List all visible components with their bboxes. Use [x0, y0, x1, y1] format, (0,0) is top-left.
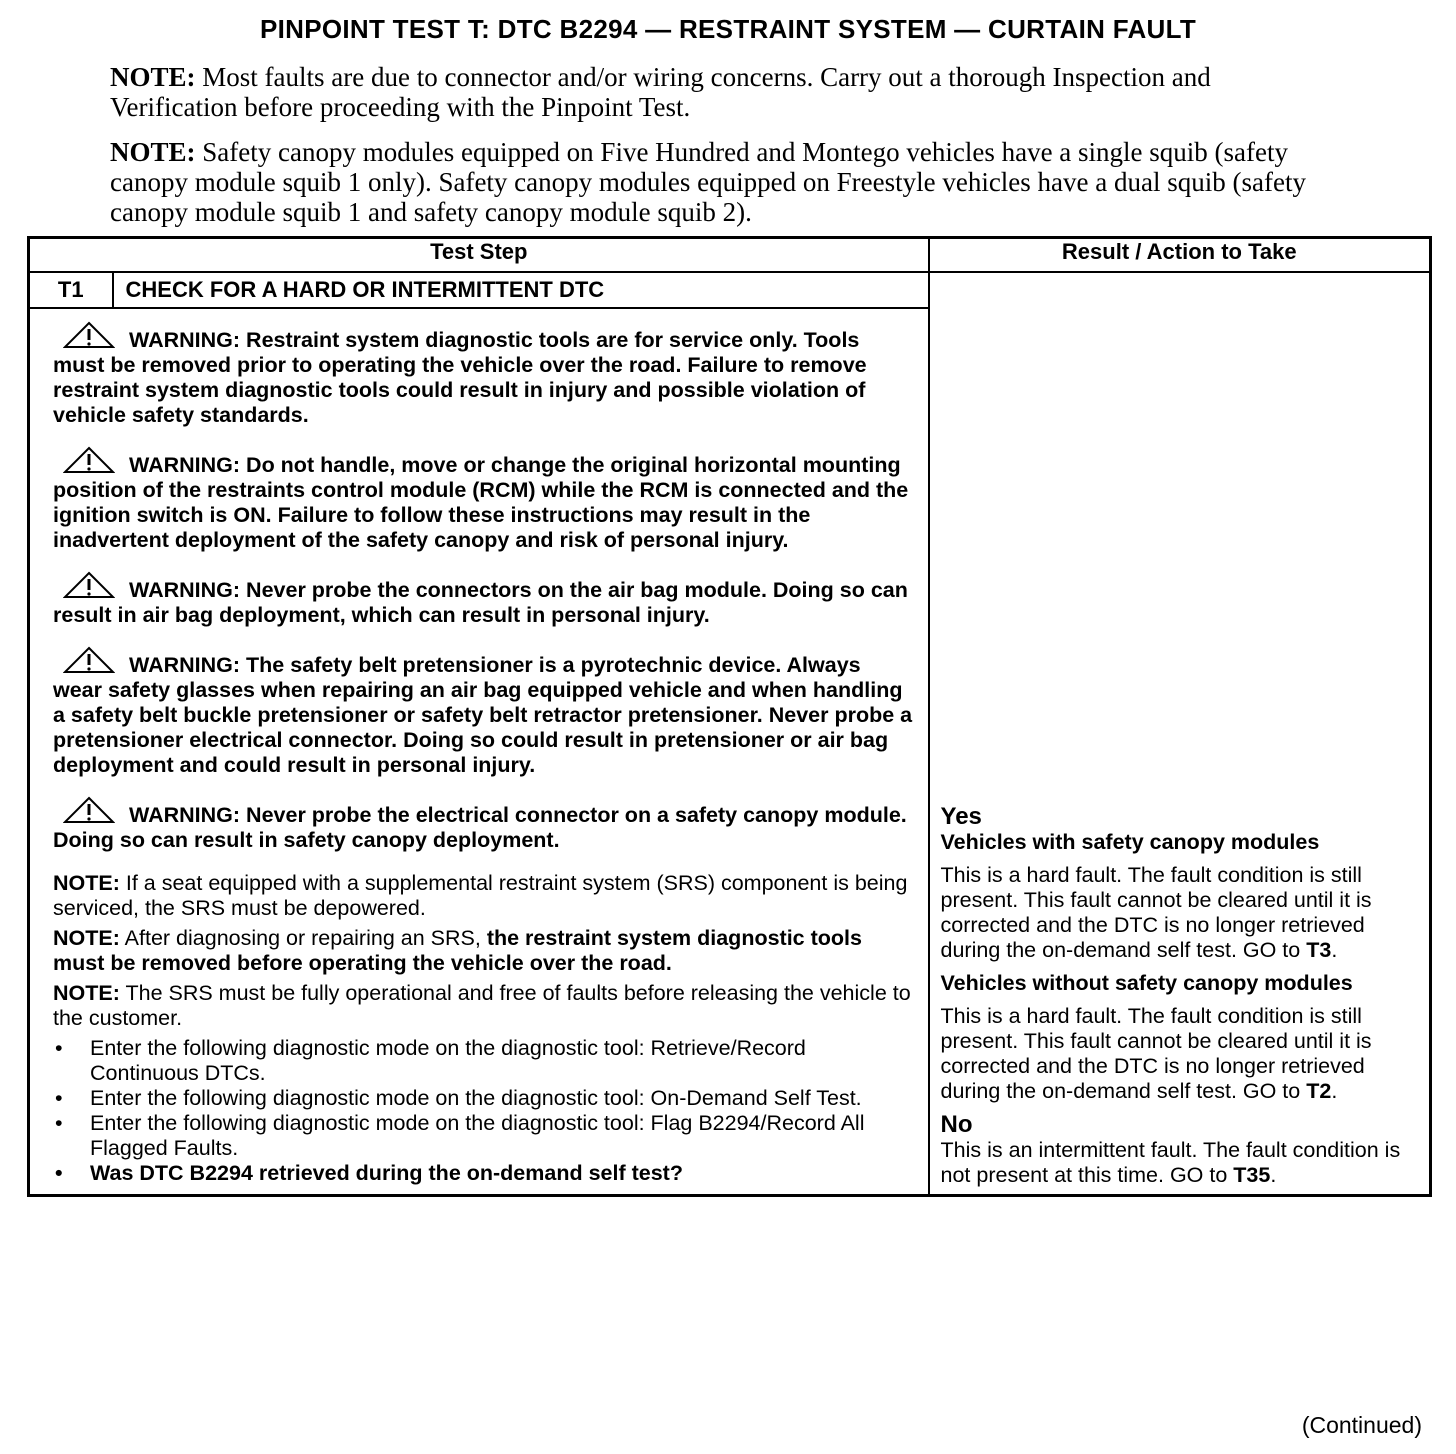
- note-label: NOTE:: [110, 62, 196, 92]
- warning: [53, 446, 916, 553]
- note-label: NOTE:: [53, 871, 120, 895]
- pinpoint-test-table: [27, 236, 1432, 1197]
- result-text: This is a hard fault. The fault condition is still present. This fault cannot be cleared until it is corrected and the DTC is no longer retrieved during the on-demand self test. GO to: [940, 1004, 1372, 1103]
- without-canopy-text: This is a hard fault. The fault condition is still present. This fault cannot be cleared until it is corrected and the DTC is no longer retrieved during the on-demand self test. GO to T2.: [940, 1004, 1372, 1103]
- step-id: T1: [29, 272, 113, 308]
- note-text: Most faults are due to connector and/or wiring concerns. Carry out a thorough Inspection and Verification before proceeding with the Pinpoint Test.: [110, 62, 1211, 122]
- warning-triangle-icon: [63, 646, 115, 674]
- warning-text: WARNING: The safety belt pretensioner is a pyrotechnic device. Always wear safety glasses when repairing an air bag equipped vehicle and when handling a safety belt buckle pretensioner or safety belt retractor pretensioner. Never probe a pretensioner electrical connector. Doing so could result in pretensioner or air bag deployment and could result in personal injury.: [53, 653, 913, 777]
- table-header: [29, 238, 1431, 273]
- step-note: [53, 926, 916, 976]
- warning-text: WARNING: Never probe the electrical connector on a safety canopy module. Doing so can result in safety canopy deployment.: [53, 803, 907, 852]
- note-1: [110, 62, 1340, 122]
- warning-triangle-icon: [63, 796, 115, 824]
- warning-triangle-icon: [63, 446, 115, 474]
- result-text: This is a hard fault. The fault condition is still present. This fault cannot be cleared until it is corrected and the DTC is no longer retrieved during the on-demand self test. GO to: [940, 863, 1372, 962]
- goto-link[interactable]: T35: [1233, 1163, 1271, 1187]
- without-canopy-heading: Vehicles without safety canopy modules: [940, 971, 1353, 995]
- list-item: • Enter the following diagnostic mode on the diagnostic tool: Retrieve/Record Continuous DTCs.: [53, 1036, 916, 1086]
- note-label: NOTE:: [110, 137, 196, 167]
- note-bold-text: the restraint system diagnostic tools must be removed before operating the vehicle over the road.: [53, 926, 862, 975]
- step-note: [53, 981, 916, 1031]
- page-title: PINPOINT TEST T: DTC B2294 — RESTRAINT SYSTEM — CURTAIN FAULT: [259, 14, 1197, 44]
- result-cell: [929, 272, 1431, 1196]
- warning: [53, 646, 916, 778]
- note-text: After diagnosing or repairing an SRS,: [119, 926, 487, 950]
- continued-label: (Continued): [1301, 1412, 1422, 1438]
- with-canopy-text: This is a hard fault. The fault condition is still present. This fault cannot be cleared until it is corrected and the DTC is no longer retrieved during the on-demand self test. GO to T3.: [940, 863, 1372, 962]
- warning-triangle-icon: [63, 321, 115, 349]
- warning-triangle-icon: [63, 571, 115, 599]
- warning-text: WARNING: Do not handle, move or change the original horizontal mounting position of the restraints control module (RCM) while the RCM is connected and the ignition switch is ON. Failure to follow these instructions may result in the inadvertent deployment of the safety canopy and risk of personal injury.: [53, 453, 909, 552]
- step-title: CHECK FOR A HARD OR INTERMITTENT DTC: [113, 272, 929, 308]
- warning: [53, 571, 916, 628]
- warning-text: WARNING: Never probe the connectors on the air bag module. Doing so can result in air bag deployment, which can result in personal injury.: [53, 578, 908, 627]
- step-question: • Was DTC B2294 retrieved during the on-demand self test?: [53, 1161, 916, 1186]
- step-note: [53, 871, 916, 921]
- note-text: Safety canopy modules equipped on Five Hundred and Montego vehicles have a single squib (safety canopy module squib 1 only). Safety canopy modules equipped on Freestyle vehicles have a dual squib (safety canopy module squib 1 and safety canopy module squib 2).: [110, 137, 1306, 227]
- result-text: This is an intermittent fault. The fault condition is not present at this time. GO to: [940, 1138, 1401, 1187]
- list-item: • Enter the following diagnostic mode on the diagnostic tool: On-Demand Self Test.: [53, 1086, 916, 1111]
- step-body: [29, 308, 929, 1196]
- step-row: [29, 272, 1431, 308]
- list-item: • Enter the following diagnostic mode on the diagnostic tool: Flag B2294/Record All Flagged Faults.: [53, 1111, 916, 1161]
- warning: [53, 321, 916, 428]
- note-text: The SRS must be fully operational and free of faults before releasing the vehicle to the customer.: [53, 981, 911, 1030]
- goto-link[interactable]: T2: [1306, 1079, 1332, 1103]
- note-2: [110, 137, 1340, 227]
- note-text: If a seat equipped with a supplemental restraint system (SRS) component is being serviced, the SRS must be depowered.: [53, 871, 908, 920]
- step-bullets: [53, 1036, 916, 1186]
- goto-link[interactable]: T3: [1306, 938, 1332, 962]
- no-label: No: [940, 1111, 973, 1138]
- note-label: NOTE:: [53, 981, 120, 1005]
- note-label: NOTE:: [53, 926, 120, 950]
- warning: [53, 796, 916, 853]
- yes-label: Yes: [940, 803, 982, 830]
- col-result: Result / Action to Take: [929, 238, 1431, 273]
- no-text: This is an intermittent fault. The fault condition is not present at this time. GO to T35.: [940, 1138, 1401, 1187]
- warning-text: WARNING: Restraint system diagnostic tools are for service only. Tools must be removed prior to operating the vehicle over the road. Failure to remove restraint system diagnostic tools could result in injury and possible violation of vehicle safety standards.: [53, 328, 867, 427]
- with-canopy-heading: Vehicles with safety canopy modules: [940, 830, 1320, 854]
- col-test-step: Test Step: [29, 238, 929, 273]
